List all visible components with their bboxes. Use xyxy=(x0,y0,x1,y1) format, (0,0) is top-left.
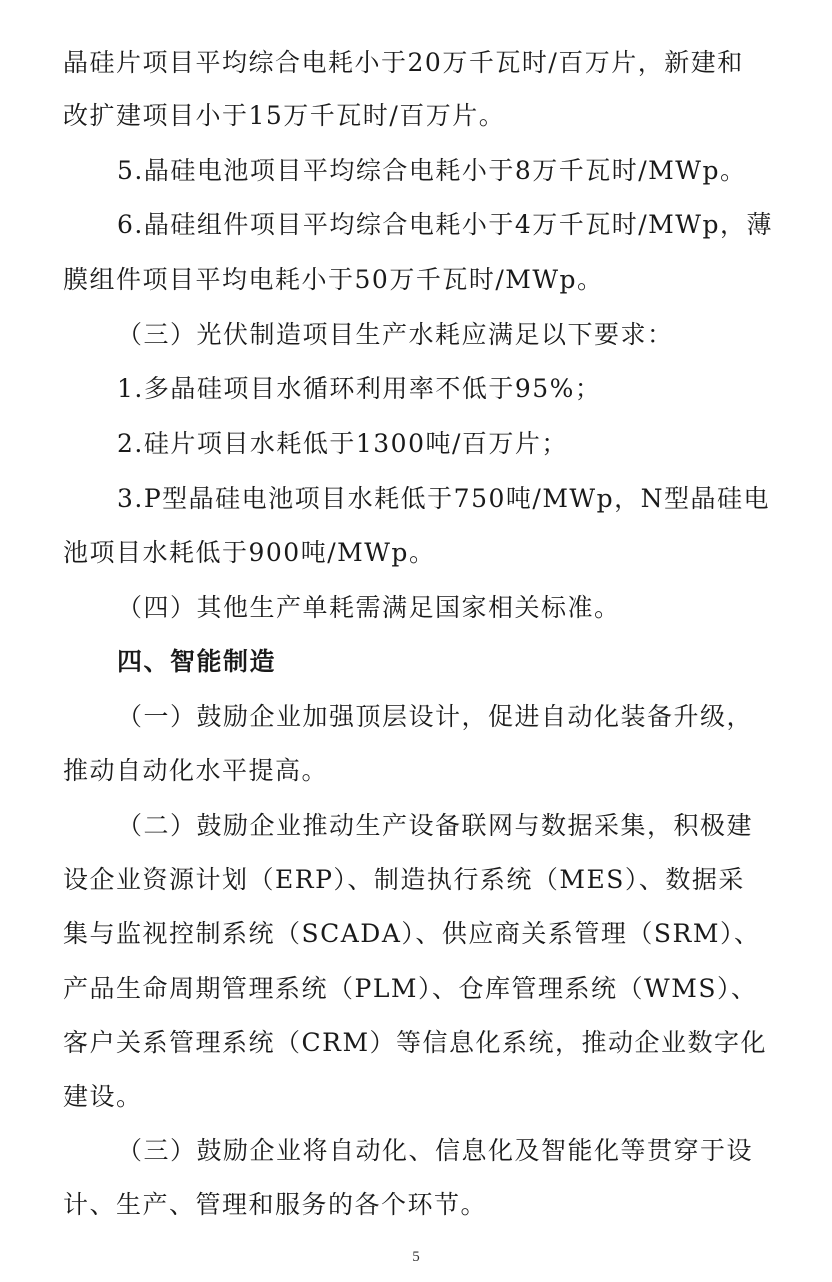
text-line: 建设。 xyxy=(63,1082,143,1111)
text-line: 改扩建项目小于15万千瓦时/百万片。 xyxy=(63,101,506,130)
text-line: （一）鼓励企业加强顶层设计，促进自动化装备升级， xyxy=(117,702,754,731)
text-line: （三）光伏制造项目生产水耗应满足以下要求： xyxy=(117,320,674,349)
text-line: 膜组件项目平均电耗小于50万千瓦时/MWp。 xyxy=(63,265,604,294)
text-line: 2.硅片项目水耗低于1300吨/百万片； xyxy=(117,429,568,458)
text-line: （四）其他生产单耗需满足国家相关标准。 xyxy=(117,593,621,622)
text-line: 6.晶硅组件项目平均综合电耗小于4万千瓦时/MWp，薄 xyxy=(117,210,773,239)
text-line: 计、生产、管理和服务的各个环节。 xyxy=(63,1190,488,1219)
text-line: 产品生命周期管理系统（PLM）、仓库管理系统（WMS）、 xyxy=(63,974,758,1003)
text-line: 客户关系管理系统（CRM）等信息化系统，推动企业数字化 xyxy=(63,1028,768,1057)
text-line: 1.多晶硅项目水循环利用率不低于95%； xyxy=(117,374,602,403)
text-line: 设企业资源计划（ERP）、制造执行系统（MES）、数据采 xyxy=(63,865,745,894)
page-number: 5 xyxy=(412,1249,420,1265)
text-line: 3.P型晶硅电池项目水耗低于750吨/MWp，N型晶硅电 xyxy=(117,484,770,513)
text-line: 晶硅片项目平均综合电耗小于20万千瓦时/百万片，新建和 xyxy=(63,48,744,77)
text-line: 5.晶硅电池项目平均综合电耗小于8万千瓦时/MWp。 xyxy=(117,156,747,185)
text-line: （三）鼓励企业将自动化、信息化及智能化等贯穿于设 xyxy=(117,1136,754,1165)
text-line: （二）鼓励企业推动生产设备联网与数据采集，积极建 xyxy=(117,811,754,840)
section-heading: 四、智能制造 xyxy=(117,647,277,676)
text-line: 集与监视控制系统（SCADA）、供应商关系管理（SRM）、 xyxy=(63,919,761,948)
text-line: 池项目水耗低于900吨/MWp。 xyxy=(63,538,436,567)
text-line: 推动自动化水平提高。 xyxy=(63,756,329,785)
